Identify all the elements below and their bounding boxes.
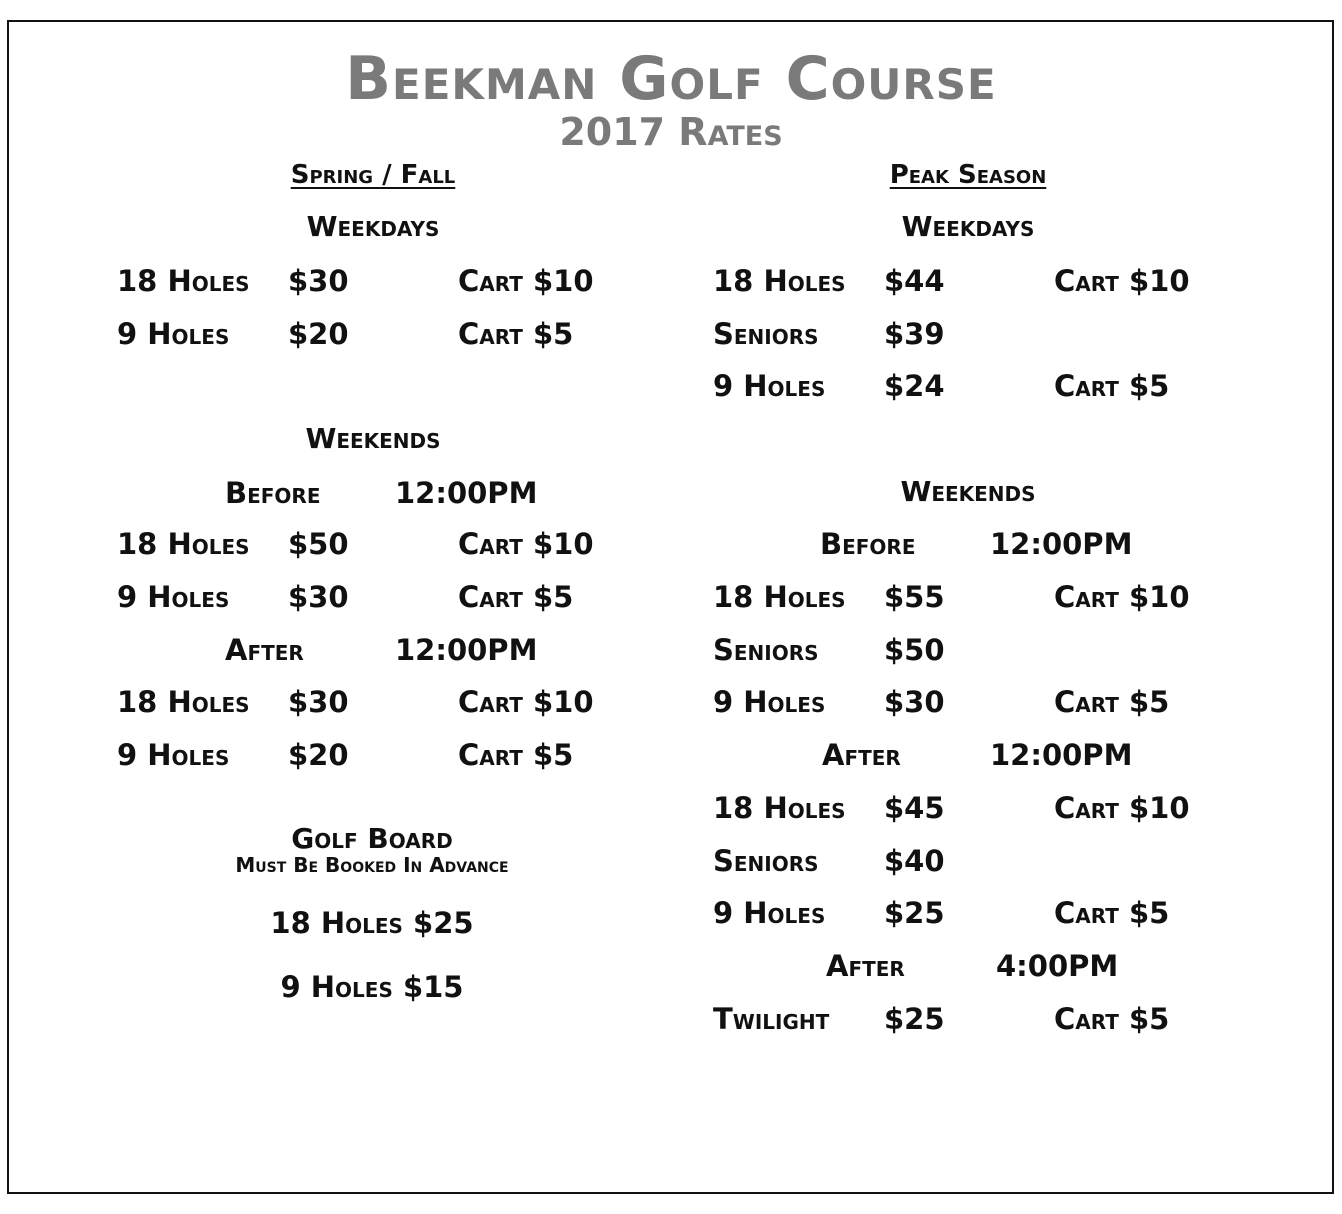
spring-weekends-heading: Weekends: [305, 422, 441, 455]
rate-price: $50: [884, 633, 945, 667]
rate-price: $25: [884, 896, 945, 930]
rate-price: $55: [884, 580, 945, 614]
golf-board-9: 9 Holes $15: [280, 970, 464, 1004]
rate-price: $20: [288, 738, 349, 772]
rate-cart: Cart $5: [458, 580, 574, 614]
rate-price: $20: [288, 317, 349, 351]
rate-cart: Cart $5: [458, 317, 574, 351]
rate-label: Seniors: [713, 633, 819, 667]
rate-cart: Cart $5: [1054, 896, 1170, 930]
time-label: After: [225, 633, 304, 667]
spring-weekdays-heading: Weekdays: [306, 210, 440, 243]
rate-label: 9 Holes: [713, 685, 826, 719]
golf-board-note: Must Be Booked In Advance: [235, 853, 509, 877]
rate-price: $24: [884, 369, 945, 403]
rate-cart: Cart $10: [1054, 791, 1190, 825]
rate-cart: Cart $10: [458, 685, 594, 719]
rate-label: 9 Holes: [117, 580, 230, 614]
rate-price: $30: [288, 264, 349, 298]
rate-cart: Cart $5: [1054, 369, 1170, 403]
rate-label: 9 Holes: [117, 738, 230, 772]
time-label: Before: [225, 476, 321, 510]
rate-label: 18 Holes: [117, 264, 250, 298]
rate-price: $44: [884, 264, 945, 298]
rate-label: Seniors: [713, 844, 819, 878]
time-label: After: [826, 949, 905, 983]
time-value: 12:00PM: [990, 738, 1133, 772]
rate-label: Seniors: [713, 317, 819, 351]
time-value: 12:00PM: [990, 527, 1133, 561]
rate-cart: Cart $5: [458, 738, 574, 772]
rate-price: $40: [884, 844, 945, 878]
rate-label: 18 Holes: [713, 264, 846, 298]
rate-label: Twilight: [713, 1002, 830, 1036]
rate-price: $45: [884, 791, 945, 825]
rate-label: 18 Holes: [117, 527, 250, 561]
rate-label: 9 Holes: [713, 896, 826, 930]
time-label: After: [822, 738, 901, 772]
rate-cart: Cart $5: [1054, 685, 1170, 719]
rate-label: 18 Holes: [713, 580, 846, 614]
rate-price: $39: [884, 317, 945, 351]
rate-price: $30: [884, 685, 945, 719]
peak-heading: Peak Season: [889, 160, 1047, 190]
golf-board-18: 18 Holes $25: [270, 906, 474, 940]
peak-weekdays-heading: Weekdays: [901, 210, 1035, 243]
rate-cart: Cart $10: [458, 264, 594, 298]
rate-cart: Cart $10: [1054, 264, 1190, 298]
rate-label: 18 Holes: [713, 791, 846, 825]
time-value: 12:00PM: [395, 476, 538, 510]
spring-heading: Spring / Fall: [290, 160, 456, 190]
rate-price: $25: [884, 1002, 945, 1036]
time-value: 12:00PM: [395, 633, 538, 667]
golf-board-heading: Golf Board: [291, 822, 453, 855]
rate-label: 9 Holes: [117, 317, 230, 351]
peak-weekends-heading: Weekends: [900, 475, 1036, 508]
rate-price: $30: [288, 580, 349, 614]
rate-label: 18 Holes: [117, 685, 250, 719]
time-label: Before: [820, 527, 916, 561]
rate-label: 9 Holes: [713, 369, 826, 403]
rate-price: $50: [288, 527, 349, 561]
time-value: 4:00PM: [996, 949, 1119, 983]
rate-cart: Cart $5: [1054, 1002, 1170, 1036]
page-subtitle: 2017 Rates: [559, 110, 783, 154]
rate-cart: Cart $10: [458, 527, 594, 561]
rate-price: $30: [288, 685, 349, 719]
rate-cart: Cart $10: [1054, 580, 1190, 614]
page-title: Beekman Golf Course: [345, 44, 997, 114]
